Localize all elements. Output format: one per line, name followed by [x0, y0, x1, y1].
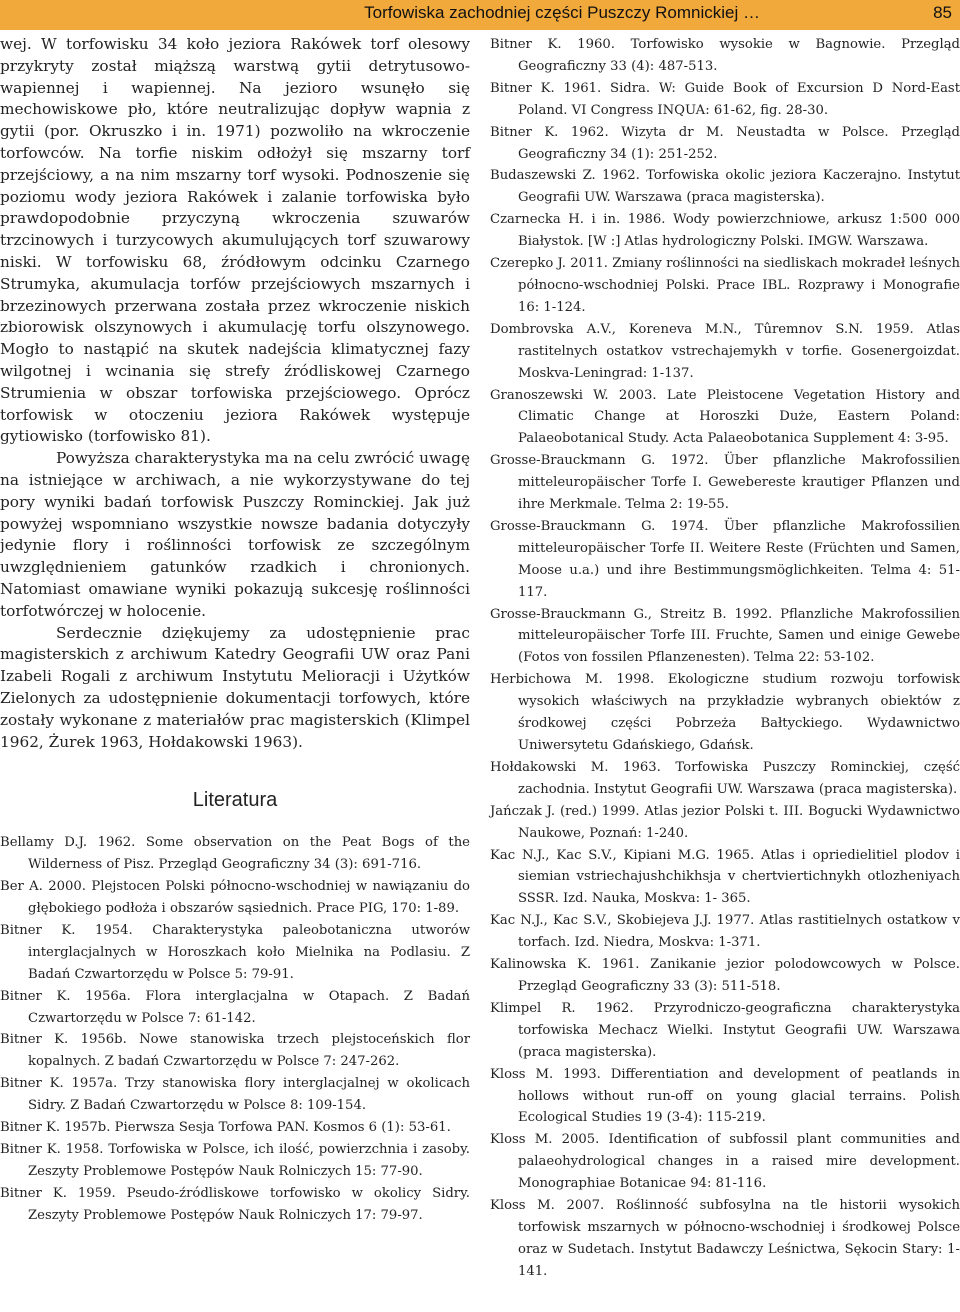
reference-item: Kac N.J., Kac S.V., Skobiejeva J.J. 1977. Atlas rastitielnych ostatkow v torfach. Izd. Niedra, Moskva: 1-371. — [490, 913, 960, 951]
reference-item: Bitner K. 1956a. Flora interglacjalna w Otapach. Z Badań Czwartorzędu w Polsce 7: 61-142. — [0, 988, 470, 1026]
body-paragraph: Powyższa charakterystyka ma na celu zwrócić uwagę na istniejące w archiwach, a nie wykorzystywane do tej pory wyniki badań torfowisk Puszczy Rominckiej. Jak już powyżej wspomniano wszystkie nowsze badania dotyczyły jedynie flory i roślinności torfowisk ze szczególnym uwzględnieniem gatunków rzadkich i chronionych. Natomiast omawiane wyniki pokazują sukcesję roślinności torfotwórczej w holocenie. — [0, 449, 470, 620]
reference-item: Herbichowa M. 1998. Ekologiczne studium rozwoju torfowisk wysokich właściwych na przykładzie wybranych obiektów z środkowej części Pobrzeża Bałtyckiego. Wydawnictwo Uniwersytetu Gdańskiego, Gdańsk. — [490, 672, 960, 753]
reference-item: Klimpel R. 1962. Przyrodniczo-geograficzna charakterystyka torfowiska Mechacz Wielki. Instytut Geografii UW. Warszawa (praca magisterska). — [490, 1000, 960, 1060]
reference-item: Bitner K. 1957a. Trzy stanowiska flory interglacjalnej w okolicach Sidry. Z Badań Czwartorzędu w Polsce 8: 109-154. — [0, 1076, 470, 1114]
reference-item: Bitner K. 1957b. Pierwsza Sesja Torfowa PAN. Kosmos 6 (1): 53-61. — [0, 1120, 451, 1136]
reference-item: Grosse-Brauckmann G., Streitz B. 1992. Pflanzliche Makrofossilien mitteleuropäischer Torfe III. Fruchte, Samen und einige Gewebe (Fotos von fossilen Pflanzenesten). Telma 22: 53-102. — [490, 606, 960, 666]
reference-item: Kloss M. 2007. Roślinność subfosylna na tle historii wysokich torfowisk mszarnych w północno-wschodniej i środkowej Polsce oraz w Sudetach. Instytut Badawczy Leśnictwa, Sękocin Stary: 1-141. — [490, 1198, 960, 1279]
reference-item: Kac N.J., Kac S.V., Kipiani M.G. 1965. Atlas i opriedielitiel plodov i siemian vstriechajushchikhsja v chertviertichnykh otlozheniyach SSSR. Izd. Nauka, Moskva: 1- 365. — [490, 847, 960, 907]
reference-item: Granoszewski W. 2003. Late Pleistocene Vegetation History and Climatic Change at Horoszki Duże, Eastern Poland: Palaeobotanical Study. Acta Palaeobotanica Supplement 4: 3-95. — [490, 387, 960, 447]
reference-item: Budaszewski Z. 1962. Torfowiska okolic jeziora Kaczerajno. Instytut Geografii UW. Warszawa (praca magisterska). — [490, 168, 960, 206]
reference-list-left — [0, 832, 470, 1226]
reference-item: Grosse-Brauckmann G. 1972. Über pflanzliche Makrofossilien mitteleuropäischer Torfe I. Gewebereste krautiger Pflanzen und ihre Merkmale. Telma 2: 19-55. — [490, 453, 960, 513]
reference-item: Grosse-Brauckmann G. 1974. Über pflanzliche Makrofossilien mitteleuropäischer Torfe II. Weitere Reste (Früchten und Samen, Moose u.a.) und ihre Bestimmungsmöglichkeiten. Telma 4: 51-117. — [490, 518, 960, 600]
reference-item: Czerepko J. 2011. Zmiany roślinności na siedliskach mokradeł leśnych północno-wschodniej Polski. Prace IBL. Rozprawy i Monografie 16: 1-124. — [490, 256, 960, 315]
reference-item: Bitner K. 1956b. Nowe stanowiska trzech plejstoceńskich flor kopalnych. Z badań Czwartorzędu w Polsce 7: 247-262. — [0, 1032, 470, 1070]
reference-item: Hołdakowski M. 1963. Torfowiska Puszczy Rominckiej, część zachodnia. Instytut Geografii UW. Warszawa (praca magisterska). — [490, 759, 960, 797]
reference-item: Dombrovska A.V., Koreneva M.N., Tûremnov S.N. 1959. Atlas rastitelnych ostatkov vstrechajemykh v torfie. Gosenergoizdat. Moskva-Leningrad: 1-137. — [490, 321, 960, 381]
running-title: Torfowiska zachodniej części Puszczy Romnickiej … — [364, 3, 760, 22]
reference-item: Bitner K. 1962. Wizyta dr M. Neustadta w Polsce. Przegląd Geograficzny 34 (1): 251-252. — [490, 124, 960, 162]
right-column — [490, 34, 960, 1283]
reference-item: Bitner K. 1959. Pseudo-źródliskowe torfowisko w okolicy Sidry. Zeszyty Problemowe Postępów Nauk Rolniczych 17: 79-97. — [0, 1185, 470, 1223]
reference-item: Kloss M. 1993. Differentiation and development of peatlands in hollows without run-off on young glacial terrains. Polish Ecological Studies 19 (3-4): 115-219. — [490, 1066, 960, 1126]
reference-item: Kalinowska K. 1961. Zanikanie jezior polodowcowych w Polsce. Przegląd Geograficzny 33 (3): 511-518. — [490, 957, 960, 994]
page-number: 85 — [933, 3, 952, 22]
reference-item: Bellamy D.J. 1962. Some observation on the Peat Bogs of the Wilderness of Pisz. Przegląd Geograficzny 34 (3): 691-716. — [0, 835, 470, 873]
body-paragraph: wej. W torfowisku 34 koło jeziora Rakówek torf olesowy przykryty został miąższą warstwą gytii detrytusowo-wapiennej i wapiennej. Na jezioro wsunęło się mechowiskowe pło, które neutralizując dopływ wapnia z gytii (por. Okruszko i in. 1971) pozwoliło na wkroczenie torfowców. Na torfie niskim odłożył się mszarny torf przejściowy, a na nim mszarny torf wysoki. Podnoszenie się poziomu wody jeziora Rakówek i zalanie torfowiska było prawdopodobnie przyczyną wkroczenia szuwarów trzcinowych i turzycowych akumulujących torf szuwarowy niski. W torfowisku 68, źródłowym odcinku Czarnego Strumyka, akumulacja torfów przejściowych mszarnych i brzezinowych przerwana została przez wkroczenie niskich zbiorowisk olszynowych i akumulację torfu olszynowego. Mogło to nastąpić na skutek nadejścia klimatycznej fazy wilgotnej i wcinania się strefy źródliskowej Czarnego Strumienia w obszar torfowiska przejściowego. Oprócz torfowisk w otoczeniu jeziora Rakówek występuje gytiowisko (torfowisko 81). — [0, 35, 470, 446]
reference-list-right — [490, 34, 960, 1283]
left-column — [0, 34, 470, 1227]
reference-item: Czarnecka H. i in. 1986. Wody powierzchniowe, arkusz 1:500 000 Białystok. [W :] Atlas hydrologiczny Polski. IMGW. Warszawa. — [490, 212, 960, 250]
reference-item: Ber A. 2000. Plejstocen Polski północno-wschodniej w nawiązaniu do głębokiego podłoża i obszarów sąsiednich. Prace PIG, 170: 1-89. — [0, 879, 470, 917]
literature-heading: Literatura — [192, 789, 278, 812]
reference-item: Kloss M. 2005. Identification of subfossil plant communities and palaeohydrological changes in a raised mire development. Monographiae Botanicae 94: 81-116. — [490, 1132, 960, 1192]
reference-item: Bitner K. 1958. Torfowiska w Polsce, ich ilość, powierzchnia i zasoby. Zeszyty Problemowe Postępów Nauk Rolniczych 15: 77-90. — [0, 1141, 470, 1179]
reference-item: Bitner K. 1954. Charakterystyka paleobotaniczna utworów interglacjalnych w Horoszkach koło Mielnika na Podlasiu. Z Badań Czwartorzędu w Polsce 5: 79-91. — [0, 922, 470, 982]
reference-item: Bitner K. 1961. Sidra. W: Guide Book of Excursion D Nord-East Poland. VI Congress INQUA: 61-62, fig. 28-30. — [490, 80, 960, 118]
reference-item: Jańczak J. (red.) 1999. Atlas jezior Polski t. III. Bogucki Wydawnictwo Naukowe, Poznań: 1-240. — [490, 803, 960, 841]
reference-item: Bitner K. 1960. Torfowisko wysokie w Bagnowie. Przegląd Geograficzny 33 (4): 487-513. — [490, 37, 960, 74]
running-header — [0, 0, 960, 30]
acknowledgements-paragraph: Serdecznie dziękujemy za udostępnienie prac magisterskich z archiwum Katedry Geografii UW oraz Pani Izabeli Rogali z archiwum Instytutu Melioracji i Użytków Zielonych za udostępnienie dokumentacji torfowych, które zostały wykonane z materiałów prac magisterskich (Klimpel 1962, Żurek 1963, Hołdakowski 1963). — [0, 623, 470, 751]
